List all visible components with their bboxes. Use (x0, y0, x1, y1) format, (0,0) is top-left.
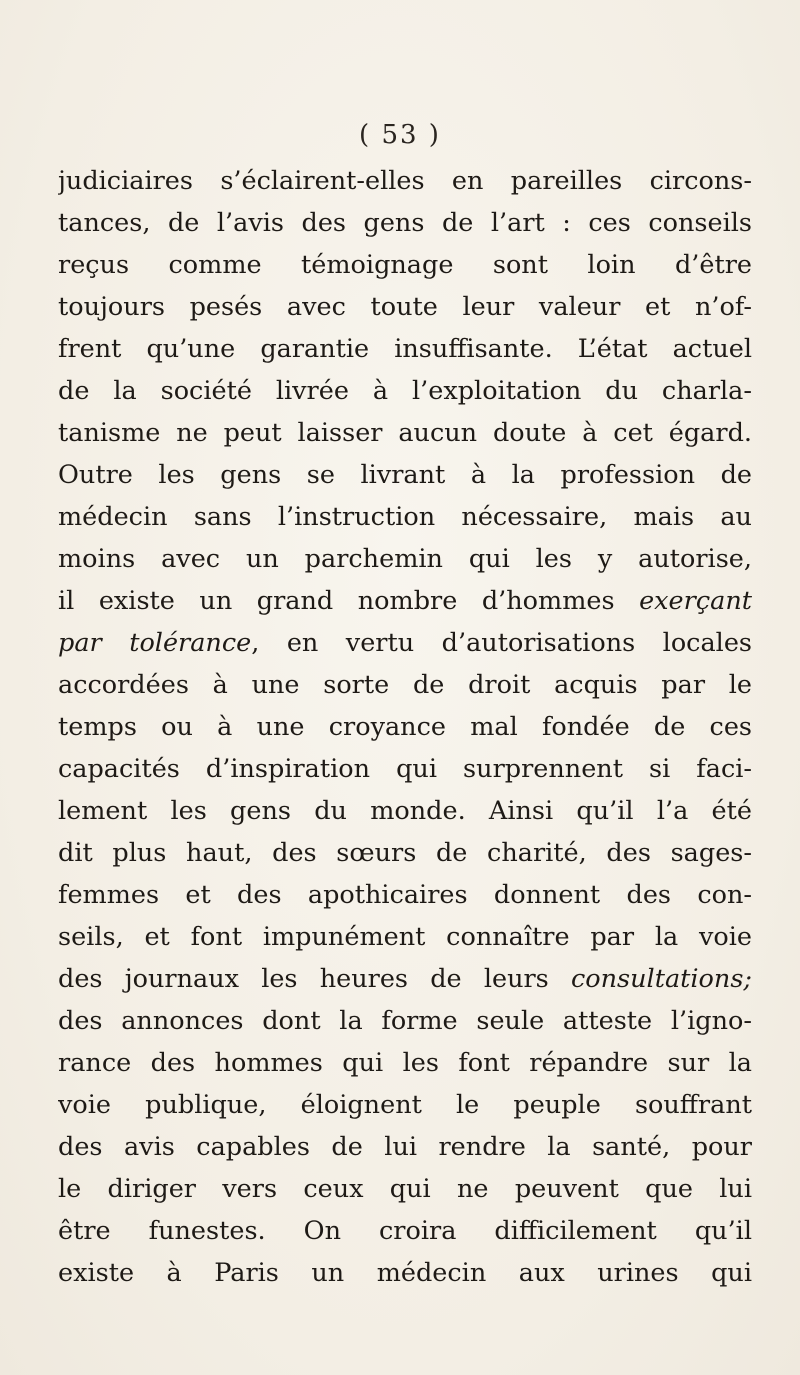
body-text (58, 160, 752, 1294)
text-line (58, 496, 752, 538)
text-segment: toujours pesés avec toute leur valeur et n’of- (58, 292, 752, 322)
text-segment: le diriger vers ceux qui ne peuvent que lui (58, 1174, 752, 1204)
text-line (58, 874, 752, 916)
text-segment: moins avec un parchemin qui les y autorise, (58, 544, 752, 574)
text-segment: voie publique, éloignent le peuple souffrant (58, 1090, 752, 1120)
text-line (58, 1042, 752, 1084)
text-segment: tances, de l’avis des gens de l’art : ces conseils (58, 208, 752, 238)
text-line (58, 1168, 752, 1210)
text-line (58, 1000, 752, 1042)
text-segment: des journaux les heures de leurs (58, 964, 571, 994)
text-line (58, 412, 752, 454)
text-line (58, 580, 752, 622)
text-segment: il existe un grand nombre d’hommes (58, 586, 640, 616)
text-line (58, 748, 752, 790)
text-line (58, 1252, 752, 1294)
text-line (58, 790, 752, 832)
text-segment: rance des hommes qui les font répandre sur la (58, 1048, 752, 1078)
text-segment: être funestes. On croira difficilement qu’il (58, 1216, 752, 1246)
page-number: ( 53 ) (359, 120, 441, 150)
text-segment: capacités d’inspiration qui surprennent si faci- (58, 754, 752, 784)
text-line (58, 538, 752, 580)
text-segment: consultations; (570, 964, 752, 994)
text-line (58, 370, 752, 412)
text-segment: médecin sans l’instruction nécessaire, mais au (58, 502, 752, 532)
text-segment: exerçant (639, 586, 752, 616)
text-line (58, 1126, 752, 1168)
text-segment: temps ou à une croyance mal fondée de ces (58, 712, 752, 742)
text-line (58, 454, 752, 496)
text-line (58, 1210, 752, 1252)
text-line (58, 832, 752, 874)
text-segment: dit plus haut, des sœurs de charité, des sages- (58, 838, 752, 868)
text-line (58, 706, 752, 748)
text-segment: des annonces dont la forme seule atteste l’igno- (58, 1006, 752, 1036)
text-line (58, 622, 752, 664)
text-line (58, 328, 752, 370)
text-segment: reçus comme témoignage sont loin d’être (58, 250, 752, 280)
text-line (58, 244, 752, 286)
text-segment: existe à Paris un médecin aux urines qui (58, 1258, 752, 1288)
text-segment: de la société livrée à l’exploitation du charla- (58, 376, 752, 406)
text-segment: lement les gens du monde. Ainsi qu’il l’a été (58, 796, 752, 826)
text-line (58, 916, 752, 958)
text-segment: , en vertu d’autorisations locales (251, 628, 752, 658)
text-line (58, 664, 752, 706)
text-segment: Outre les gens se livrant à la profession de (58, 460, 752, 490)
text-segment: des avis capables de lui rendre la santé, pour (58, 1132, 752, 1162)
text-segment: accordées à une sorte de droit acquis par le (58, 670, 752, 700)
text-line (58, 202, 752, 244)
text-segment: judiciaires s’éclairent-elles en pareilles circons- (58, 166, 752, 196)
text-segment: par tolérance (58, 628, 252, 658)
text-line (58, 160, 752, 202)
text-segment: tanisme ne peut laisser aucun doute à cet égard. (58, 418, 752, 448)
text-line (58, 958, 752, 1000)
text-segment: femmes et des apothicaires donnent des con- (58, 880, 752, 910)
text-segment: frent qu’une garantie insuffisante. L’état actuel (58, 334, 752, 364)
text-segment: seils, et font impunément connaître par la voie (58, 922, 752, 952)
text-line (58, 286, 752, 328)
text-line (58, 1084, 752, 1126)
